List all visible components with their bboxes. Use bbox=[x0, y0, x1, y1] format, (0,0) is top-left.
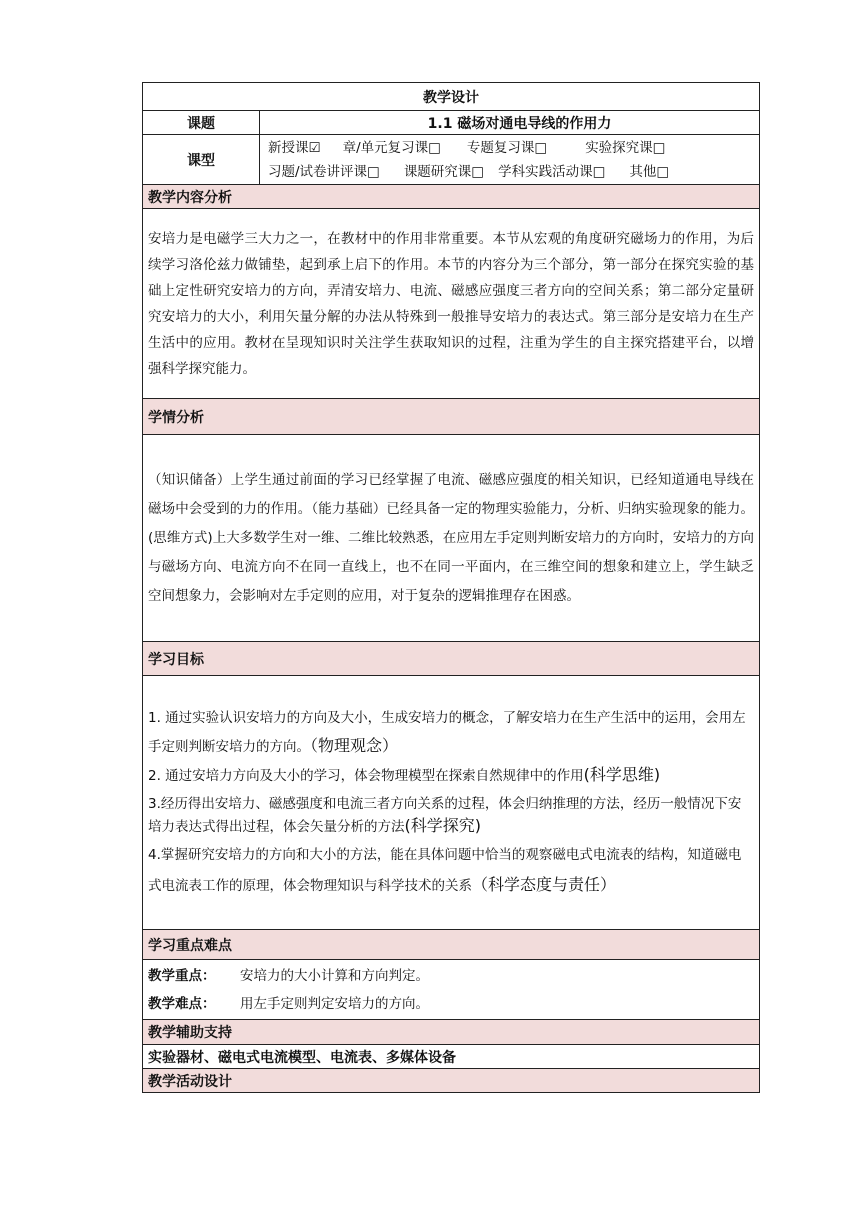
student-analysis-heading: 学情分析 bbox=[143, 399, 760, 435]
objective-2-note: (科学思维) bbox=[583, 765, 661, 784]
key-points-heading: 学习重点难点 bbox=[143, 930, 760, 960]
student-analysis-heading-row bbox=[143, 399, 760, 435]
support-heading: 教学辅助支持 bbox=[143, 1020, 760, 1045]
option-practice: 学科实践活动课□ bbox=[498, 163, 606, 180]
objectives-body-row bbox=[143, 676, 760, 930]
activities-heading: 教学活动设计 bbox=[143, 1069, 760, 1093]
key-points-body-row bbox=[143, 960, 760, 1020]
teaching-difficulty-label: 教学难点： bbox=[148, 995, 216, 1012]
lesson-plan-document bbox=[142, 82, 759, 1093]
lesson-type-label: 课型 bbox=[143, 135, 260, 185]
lesson-type-row bbox=[143, 135, 760, 185]
header-row bbox=[143, 83, 760, 111]
document-title: 教学设计 bbox=[143, 83, 760, 111]
objective-item-1 bbox=[148, 704, 754, 761]
teaching-focus bbox=[148, 962, 759, 990]
teaching-focus-value: 安培力的大小计算和方向判定。 bbox=[240, 967, 429, 984]
objectives-list bbox=[143, 676, 760, 930]
option-new-lesson: 新授课☑ bbox=[268, 139, 321, 156]
topic-label: 课题 bbox=[143, 111, 260, 135]
objective-1-note: （物理观念） bbox=[310, 736, 399, 755]
content-analysis-heading-row bbox=[143, 185, 760, 209]
topic-row bbox=[143, 111, 760, 135]
lesson-type-row-1 bbox=[268, 136, 759, 160]
key-points-body bbox=[143, 960, 760, 1020]
activities-heading-row bbox=[143, 1069, 760, 1093]
option-other: 其他□ bbox=[629, 163, 670, 180]
lesson-plan-table bbox=[142, 82, 760, 1093]
objective-item-4 bbox=[148, 840, 754, 901]
student-analysis-body-row bbox=[143, 435, 760, 642]
topic-value: 1.1 磁场对通电导线的作用力 bbox=[260, 111, 760, 135]
teaching-difficulty bbox=[148, 990, 759, 1018]
content-analysis-paragraph: 安培力是电磁学三大力之一，在教材中的作用非常重要。本节从宏观的角度研究磁场力的作用，为后续学习洛伦兹力做铺垫，起到承上启下的作用。本节的内容分为三个部分，第一部分在探究实验的基础上定性研究安培力的方向，弄清安培力、电流、磁感应强度三者方向的空间关系；第二部分定量研究安培力的大小，利用矢量分解的办法从特殊到一般推导安培力的表达式。第三部分是安培力在生产生活中的应用。教材在呈现知识时关注学生获取知识的过程，注重为学生的自主探究搭建平台，以增强科学探究能力。 bbox=[148, 230, 754, 377]
support-body-row bbox=[143, 1045, 760, 1069]
support-text: 实验器材、磁电式电流模型、电流表、多媒体设备 bbox=[143, 1045, 760, 1069]
option-chapter-review: 章/单元复习课□ bbox=[342, 139, 441, 156]
lesson-type-options bbox=[260, 135, 760, 185]
key-points-heading-row bbox=[143, 930, 760, 960]
objective-4-note: （科学态度与责任） bbox=[472, 875, 617, 894]
option-research: 课题研究课□ bbox=[403, 163, 485, 180]
content-analysis-heading: 教学内容分析 bbox=[143, 185, 760, 209]
objective-2-text: 2. 通过安培力方向及大小的学习，体会物理模型在探索自然规律中的作用 bbox=[148, 768, 584, 784]
lesson-type-row-2 bbox=[268, 160, 759, 184]
option-topic-review: 专题复习课□ bbox=[466, 139, 548, 156]
student-analysis-text bbox=[143, 435, 760, 642]
objective-1-text: 1. 通过实验认识安培力的方向及大小，生成安培力的概念，了解安培力在生产生活中的运用，会用左手定则判断安培力的方向。 bbox=[148, 710, 746, 755]
option-experiment: 实验探究课□ bbox=[585, 139, 666, 156]
content-analysis-text bbox=[143, 209, 760, 399]
objective-4-text: 4.掌握研究安培力的方向和大小的方法，能在具体问题中恰当的观察磁电式电流表的结构，知道磁电式电流表工作的原理，体会物理知识与科学技术的关系 bbox=[148, 847, 742, 894]
student-analysis-paragraph: （知识储备）上学生通过前面的学习已经掌握了电流、磁感应强度的相关知识，已经知道通电导线在磁场中会受到的力的作用。（能力基础）已经具备一定的物理实验能力，分析、归纳实验现象的能力。(思维方式)上大多数学生对一维、二维比较熟悉，在应用左手定则判断安培力的方向时，安培力的方向与磁场方向、电流方向不在同一直线上，也不在同一平面内，在三维空间的想象和建立上，学生缺乏空间想象力，会影响对左手定则的应用，对于复杂的逻辑推理存在困惑。 bbox=[148, 471, 754, 604]
support-heading-row bbox=[143, 1020, 760, 1045]
objective-item-3 bbox=[148, 793, 754, 838]
teaching-focus-label: 教学重点： bbox=[148, 967, 216, 984]
objective-item-2 bbox=[148, 761, 754, 790]
objective-3-note: (科学探究) bbox=[404, 816, 481, 835]
teaching-difficulty-value: 用左手定则判定安培力的方向。 bbox=[240, 995, 429, 1012]
objectives-heading: 学习目标 bbox=[143, 642, 760, 676]
option-exercise-review: 习题/试卷讲评课□ bbox=[268, 163, 380, 180]
objective-3-text: 3.经历得出安培力、磁感强度和电流三者方向关系的过程，体会归纳推理的方法，经历一般情况下安培力表达式得出过程，体会矢量分析的方法 bbox=[148, 796, 742, 835]
content-analysis-body-row bbox=[143, 209, 760, 399]
objectives-heading-row bbox=[143, 642, 760, 676]
